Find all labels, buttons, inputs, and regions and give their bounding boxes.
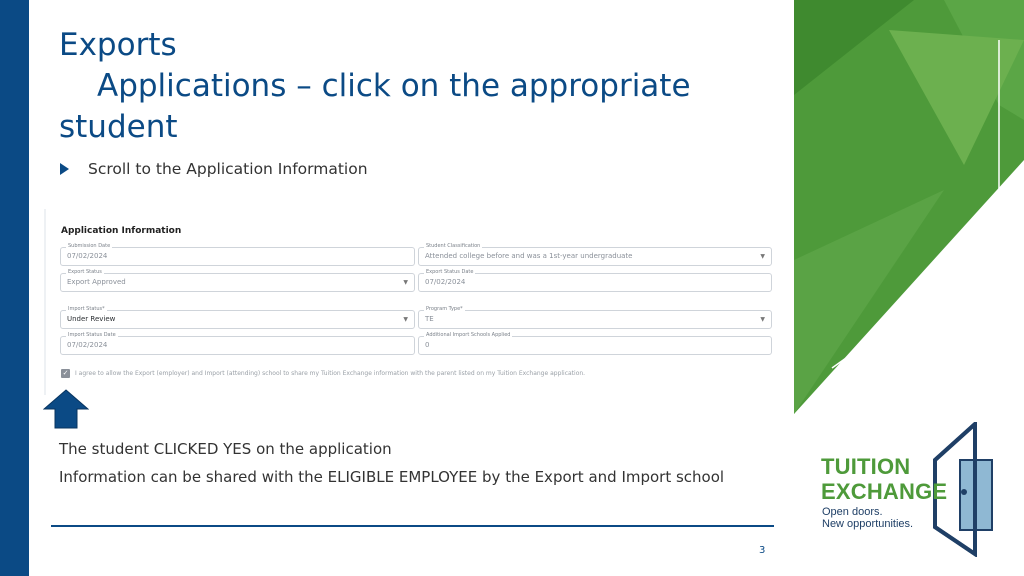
field-label: Export Status Date — [426, 269, 474, 275]
field-label: Import Status* — [68, 306, 105, 312]
import-status-select[interactable] — [60, 306, 415, 329]
info-line-eligible-employee: Information can be shared with the ELIGIBLE EMPLOYEE by the Export and Import school — [59, 468, 725, 486]
left-accent-bar — [0, 0, 29, 576]
program-type-select[interactable] — [418, 306, 772, 329]
application-information-screenshot — [44, 209, 783, 395]
submission-date-field[interactable] — [60, 243, 415, 266]
chevron-down-icon: ▼ — [760, 253, 765, 260]
field-value: 07/02/2024 — [425, 278, 466, 286]
checkmark-icon: ✓ — [62, 369, 69, 377]
info-line-clicked-yes: The student CLICKED YES on the application — [59, 440, 392, 458]
logo-tagline-1: Open doors. — [822, 506, 883, 518]
title-line-exports: Exports — [59, 27, 177, 63]
triangle-bullet-icon — [60, 163, 69, 175]
field-label: Import Status Date — [68, 332, 116, 338]
tuition-exchange-logo — [815, 422, 1000, 557]
field-value: 07/02/2024 — [67, 341, 108, 349]
field-value: Under Review — [67, 315, 116, 323]
title-line-applications: Applications – click on the appropriate — [97, 68, 691, 104]
field-label: Additional Import Schools Applied — [426, 332, 511, 338]
field-value: 0 — [425, 341, 430, 349]
page-number: 3 — [759, 545, 766, 556]
title-line-student: student — [59, 109, 178, 145]
logo-tagline-2: New opportunities. — [822, 518, 914, 530]
footer-divider — [51, 525, 774, 527]
chevron-down-icon: ▼ — [403, 279, 408, 286]
up-arrow-icon — [43, 389, 89, 429]
logo-text-tuition: TUITION — [821, 454, 911, 479]
field-label: Student Classification — [426, 243, 481, 249]
bullet-text: Scroll to the Application Information — [88, 160, 368, 178]
additional-import-schools-field[interactable] — [418, 332, 772, 355]
bullet-item — [60, 160, 368, 178]
slide-title — [59, 25, 779, 148]
field-label: Export Status — [68, 269, 102, 275]
field-value: TE — [425, 315, 434, 323]
student-classification-select[interactable] — [418, 243, 772, 266]
chevron-down-icon: ▼ — [403, 316, 408, 323]
field-label: Submission Date — [68, 243, 111, 249]
logo-text-exchange: EXCHANGE — [821, 479, 948, 504]
field-label: Program Type* — [426, 306, 463, 312]
consent-text: I agree to allow the Export (employer) and Import (attending) school to share my Tuition Exchange information with the parent listed on my Tuition Exchange application. — [75, 370, 586, 377]
field-value: Attended college before and was a 1st-year undergraduate — [425, 252, 633, 260]
export-status-date-field[interactable] — [418, 269, 772, 292]
chevron-down-icon: ▼ — [760, 316, 765, 323]
decorative-green-triangles — [794, 0, 1024, 415]
field-value: 07/02/2024 — [67, 252, 108, 260]
import-status-date-field[interactable] — [60, 332, 415, 355]
export-status-select[interactable] — [60, 269, 415, 292]
consent-checkbox[interactable] — [61, 369, 70, 378]
section-title: Application Information — [61, 226, 182, 236]
field-value: Export Approved — [67, 278, 126, 286]
